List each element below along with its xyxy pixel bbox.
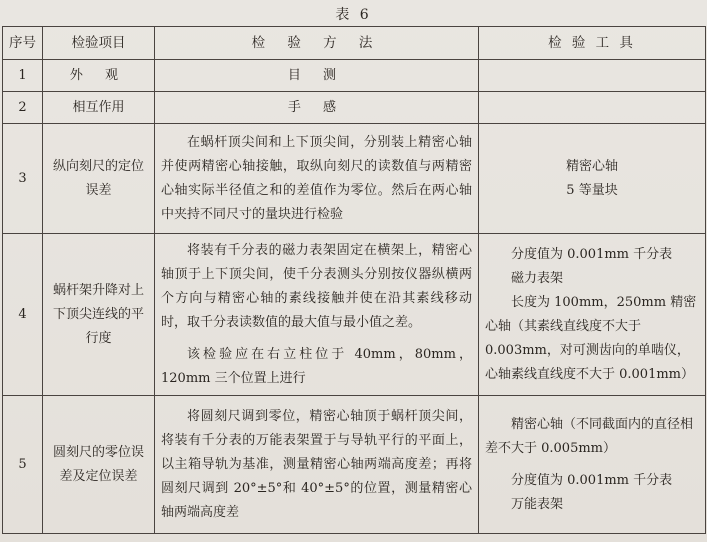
row-no: 4 xyxy=(3,234,43,396)
header-no: 序号 xyxy=(3,27,43,60)
row-method: 目 测 xyxy=(155,60,479,92)
method-paragraph: 在蜗杆顶尖间和上下顶尖间，分别装上精密心轴并使两精密心轴接触，取纵向刻尺的读数值与两精密心轴实际半径值之和的差值作为零位。然后在两心轴中夹持不同尺寸的量块进行检验 xyxy=(161,134,472,222)
table-row xyxy=(3,234,706,396)
tool-item: 5 等量块 xyxy=(566,182,618,198)
row-tools xyxy=(479,396,706,534)
method-paragraph: 将圆刻尺调到零位，精密心轴顶于蜗杆顶尖间，将装有千分表的万能表架置于与导轨平行的平面上，以主箱导轨为基准，测量精密心轴两端高度差；再将圆刻尺调到 20°±5°和 40°±5°的位置，测量精密心轴两端高度差 xyxy=(161,408,472,520)
tool-item: 精密心轴 xyxy=(565,158,618,174)
header-method: 检 验 方 法 xyxy=(155,27,479,60)
row-no: 1 xyxy=(3,60,43,92)
header-tools: 检 验 工 具 xyxy=(479,27,706,60)
tool-item: 精密心轴（不同截面内的直径相差不大于 0.005mm） xyxy=(485,416,694,456)
row-item: 相互作用 xyxy=(43,92,155,124)
row-method xyxy=(155,396,479,534)
inspection-table xyxy=(2,26,706,534)
table-row xyxy=(3,396,706,534)
table-header-row xyxy=(3,27,706,60)
row-item: 纵向刻尺的定位误差 xyxy=(43,124,155,234)
row-tools xyxy=(479,234,706,396)
row-no: 5 xyxy=(3,396,43,534)
row-tools xyxy=(479,124,706,234)
tool-item: 分度值为 0.001mm 千分表 xyxy=(511,472,673,488)
row-item: 圆刻尺的零位误差及定位误差 xyxy=(43,396,155,534)
header-item: 检验项目 xyxy=(43,27,155,60)
table-row xyxy=(3,92,706,124)
row-item: 蜗杆架升降对上下顶尖连线的平行度 xyxy=(43,234,155,396)
tool-item: 长度为 100mm，250mm 精密心轴（其素线直线度不大于 0.003mm，对可测齿向的单啮仪，心轴素线直线度不大于 0.001mm） xyxy=(485,294,697,382)
tool-item: 分度值为 0.001mm 千分表 xyxy=(511,246,673,262)
row-tools xyxy=(479,92,706,124)
method-paragraph: 将装有千分表的磁力表架固定在横架上，精密心轴顶于上下顶尖间，使千分表测头分别按仪器纵横两个方向与精密心轴的素线接触并使在沿其素线移动时，取千分表读数值的最大值与最小值之差。 xyxy=(161,242,472,330)
row-no: 2 xyxy=(3,92,43,124)
table-row xyxy=(3,60,706,92)
row-item: 外 观 xyxy=(43,60,155,92)
table-row xyxy=(3,124,706,234)
row-method: 手 感 xyxy=(155,92,479,124)
row-tools xyxy=(479,60,706,92)
row-method xyxy=(155,124,479,234)
tool-item: 万能表架 xyxy=(511,496,564,512)
table-caption: 表 6 xyxy=(335,7,372,23)
row-no: 3 xyxy=(3,124,43,234)
tool-item: 磁力表架 xyxy=(511,270,564,286)
row-method xyxy=(155,234,479,396)
method-paragraph: 该检验应在右立柱位于 40mm，80mm，120mm 三个位置上进行 xyxy=(161,346,472,386)
